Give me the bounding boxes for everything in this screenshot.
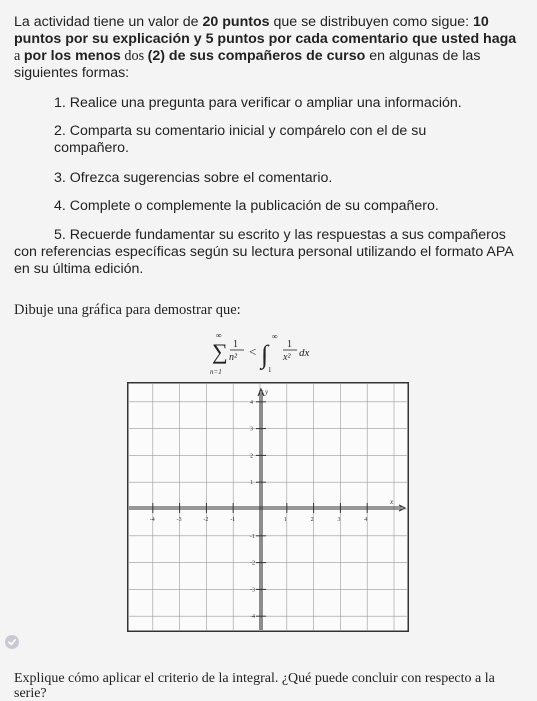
intro-bold-points: 20 puntos bbox=[202, 14, 270, 30]
y-tick-label: -1 bbox=[250, 533, 255, 540]
x-axis-label: x bbox=[390, 498, 394, 506]
integrand-numerator: 1 bbox=[287, 339, 292, 350]
y-tick-label: -3 bbox=[250, 587, 255, 594]
x-tick-label: -1 bbox=[230, 517, 236, 523]
list-item-5: 5. Recuerde fundamentar su escrito y las respuestas a sus compañeros con referencias específicas según su lectura personal utilizando el formato APA en su última edición. bbox=[14, 227, 513, 277]
x-tick-label: -3 bbox=[176, 517, 182, 523]
integral-upper-limit: ∞ bbox=[272, 332, 278, 341]
y-tick-label: 2 bbox=[250, 453, 253, 460]
y-tick-label: 3 bbox=[250, 426, 253, 433]
list-item: 3. Ofrezca sugerencias sobre el comentario. bbox=[54, 170, 333, 186]
x-tick-label: -2 bbox=[203, 517, 209, 523]
intro-text: La actividad tiene un valor de bbox=[14, 14, 203, 30]
question-text: Explique cómo aplicar el criterio de la integral. ¿Qué puede concluir con respecto a la serie? bbox=[14, 671, 495, 701]
sigma-symbol: ∑ bbox=[212, 339, 228, 364]
y-tick-label: -4 bbox=[250, 614, 255, 621]
x-tick-label: -4 bbox=[149, 517, 155, 523]
fraction-numerator: 1 bbox=[233, 339, 238, 350]
x-tick-label: 3 bbox=[337, 517, 341, 523]
integral-symbol: ∫ bbox=[261, 340, 269, 369]
differential: dx bbox=[299, 347, 310, 359]
sum-upper-limit: ∞ bbox=[216, 331, 222, 340]
sum-lower-limit: n=1 bbox=[210, 368, 222, 376]
integral-lower-limit: 1 bbox=[268, 366, 272, 374]
check-circle-icon[interactable] bbox=[4, 634, 20, 650]
x-tick-label: 1 bbox=[283, 517, 287, 523]
integrand-denominator: x² bbox=[283, 352, 291, 363]
intro-text: en algunas de las siguientes formas: bbox=[14, 48, 481, 81]
list-item: 2. Comparta su comentario inicial y compárelo con el de su compañero. bbox=[54, 123, 427, 156]
intro-bold-classmates: (2) de sus compañeros de curso bbox=[147, 48, 366, 64]
y-tick-label: 4 bbox=[250, 399, 253, 406]
list-item: 4. Complete o complemente la publicación de su compañero. bbox=[54, 198, 439, 214]
intro-bold-minimum: por los menos bbox=[23, 48, 121, 64]
inequality-formula bbox=[208, 330, 338, 378]
intro-text: que se distribuyen como sigue: bbox=[269, 14, 473, 30]
x-tick-label: 4 bbox=[364, 517, 368, 523]
less-than-symbol: < bbox=[249, 344, 257, 359]
fraction-denominator: n² bbox=[229, 352, 237, 363]
intro-bold-distribution: 10 puntos por su explicación y 5 puntos por cada comentario que usted haga bbox=[14, 14, 517, 47]
intro-text: a bbox=[14, 48, 24, 64]
x-tick-label: 2 bbox=[310, 517, 314, 523]
y-tick-label: 1 bbox=[250, 480, 253, 487]
coordinate-grid bbox=[127, 382, 409, 632]
list-item: 1. Realice una pregunta para verificar o ampliar una información. bbox=[54, 95, 462, 111]
instructions-paragraph bbox=[14, 14, 524, 82]
y-axis-label: y bbox=[265, 388, 269, 396]
intro-text: dos bbox=[120, 48, 148, 64]
y-tick-label: -2 bbox=[250, 560, 255, 567]
prompt-text: Dibuje una gráfica para demostrar que: bbox=[14, 302, 241, 318]
